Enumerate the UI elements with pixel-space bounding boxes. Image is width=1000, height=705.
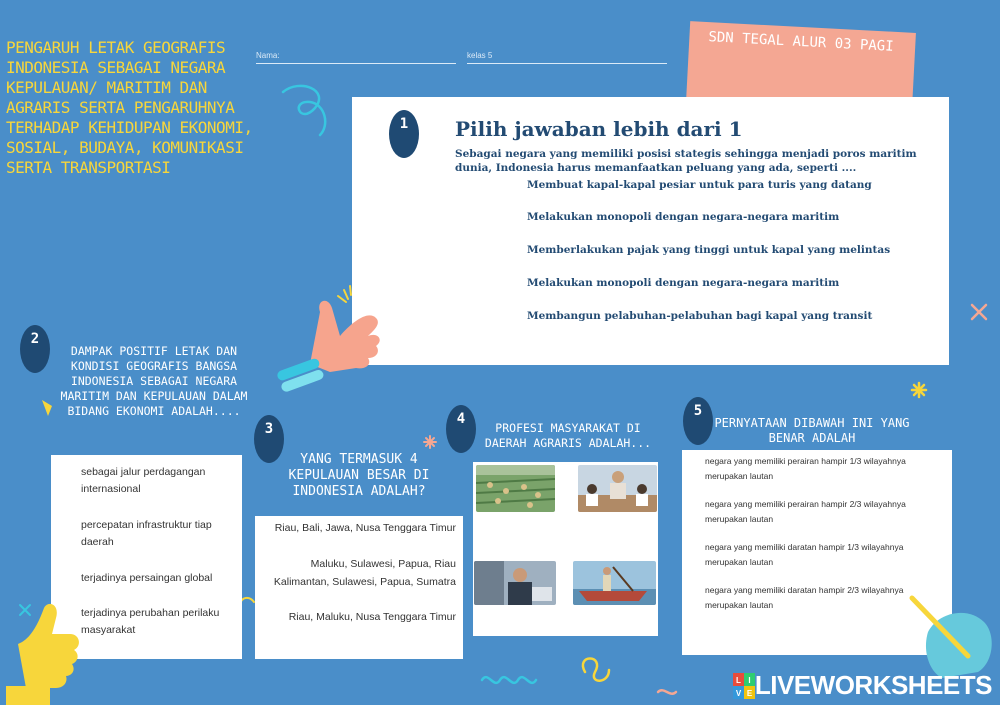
writing-hand-illustration (908, 592, 998, 682)
name-input[interactable] (256, 63, 456, 64)
page-title: PENGARUH LETAK GEOGRAFIS INDONESIA SEBAGAI NEGARA KEPULAUAN/ MARITIM DAN AGRARIS SERTA PENGARUHNYA TERHADAP KEHIDUPAN EKONOMI, SOSIAL, BUDAYA, KOMUNIKASI SERTA TRANSPORTASI (6, 38, 253, 177)
liveworksheets-logo (733, 670, 992, 701)
question-3-option-4[interactable]: Riau, Maluku, Nusa Tenggara Timur (288, 611, 456, 623)
live-letter-e: E (746, 688, 753, 698)
school-name: SDN TEGAL ALUR 03 PAGI (707, 29, 895, 55)
classroom-teacher-photo[interactable] (578, 465, 657, 512)
question-3-option-3[interactable]: Kalimantan, Sulawesi, Papua, Sumatra (273, 576, 456, 588)
question-1-option-2[interactable]: Melakukan monopoli dengan negara-negara maritim (527, 211, 840, 223)
question-1-option-3[interactable]: Memberlakukan pajak yang tinggi untuk kapal yang melintas (527, 244, 891, 256)
live-block-icon (733, 673, 755, 699)
question-5-option-3[interactable]: negara yang memiliki daratan hampir 1/3 wilayahnya merupakan lautan (705, 542, 904, 567)
question-2-option-3[interactable]: terjadinya persaingan global (81, 572, 213, 584)
rice-field-farmers-photo[interactable] (476, 465, 555, 512)
question-2-option-4[interactable]: terjadinya perubahan perilaku masyarakat (81, 607, 220, 636)
class-input[interactable] (467, 63, 667, 64)
question-1-option-5[interactable]: Membangun pelabuhan-pelabuhan bagi kapal yang transit (527, 310, 873, 322)
question-3-number: 3 (254, 415, 284, 463)
question-5-option-2[interactable]: negara yang memiliki perairan hampir 2/3 wilayahnya merupakan lautan (705, 499, 906, 524)
office-worker-photo[interactable] (474, 561, 556, 605)
question-5-number: 5 (683, 397, 713, 445)
liveworksheets-wordmark: LIVEWORKSHEETS (754, 670, 992, 700)
question-1-option-1[interactable]: Membuat kapal-kapal pesiar untuk para turis yang datang (527, 179, 872, 191)
question-5-option-4[interactable]: negara yang memiliki daratan hampir 2/3 wilayahnya merupakan lautan (705, 585, 904, 610)
name-label: Nama: (256, 51, 280, 60)
thumbs-up-illustration (4, 600, 84, 705)
question-3-option-1[interactable]: Riau, Bali, Jawa, Nusa Tenggara Timur (274, 522, 456, 534)
question-1-option-4[interactable]: Melakukan monopoli dengan negara-negara maritim (527, 277, 840, 289)
question-1-title: Pilih jawaban lebih dari 1 (455, 117, 743, 141)
live-letter-i: I (748, 675, 751, 685)
question-2-text: DAMPAK POSITIF LETAK DAN KONDISI GEOGRAFIS BANGSA INDONESIA SEBAGAI NEGARA MARITIM DAN KEPULAUAN DALAM BIDANG EKONOMI ADALAH.... (60, 344, 248, 418)
question-4-number: 4 (446, 405, 476, 453)
question-3-option-2[interactable]: Maluku, Sulawesi, Papua, Riau (310, 558, 456, 570)
question-2-option-1[interactable]: sebagai jalur perdagangan internasional (81, 466, 206, 495)
question-2-number: 2 (20, 325, 50, 373)
waving-hand-illustration (272, 292, 392, 392)
question-3-text: YANG TERMASUK 4 KEPULAUAN BESAR DI INDONESIA ADALAH? (288, 452, 430, 499)
live-letter-v: V (735, 688, 742, 698)
question-1-number: 1 (389, 110, 419, 158)
live-letter-l: L (735, 675, 741, 685)
question-5-option-1[interactable]: negara yang memiliki perairan hampir 1/3 wilayahnya merupakan lautan (705, 456, 906, 481)
question-5-text: PERNYATAAN DIBAWAH INI YANG BENAR ADALAH (714, 416, 910, 445)
question-4-text: PROFESI MASYARAKAT DI DAERAH AGRARIS ADALAH... (484, 421, 652, 450)
question-2-option-2[interactable]: percepatan infrastruktur tiap daerah (81, 519, 212, 548)
fisherman-boat-photo[interactable] (573, 561, 656, 605)
class-label: kelas 5 (467, 51, 493, 60)
question-1-text: Sebagai negara yang memiliki posisi stategis sehingga menjadi poros maritim dunia, Indonesia harus memanfaatkan peluang yang ada, seperti .... (455, 148, 917, 174)
